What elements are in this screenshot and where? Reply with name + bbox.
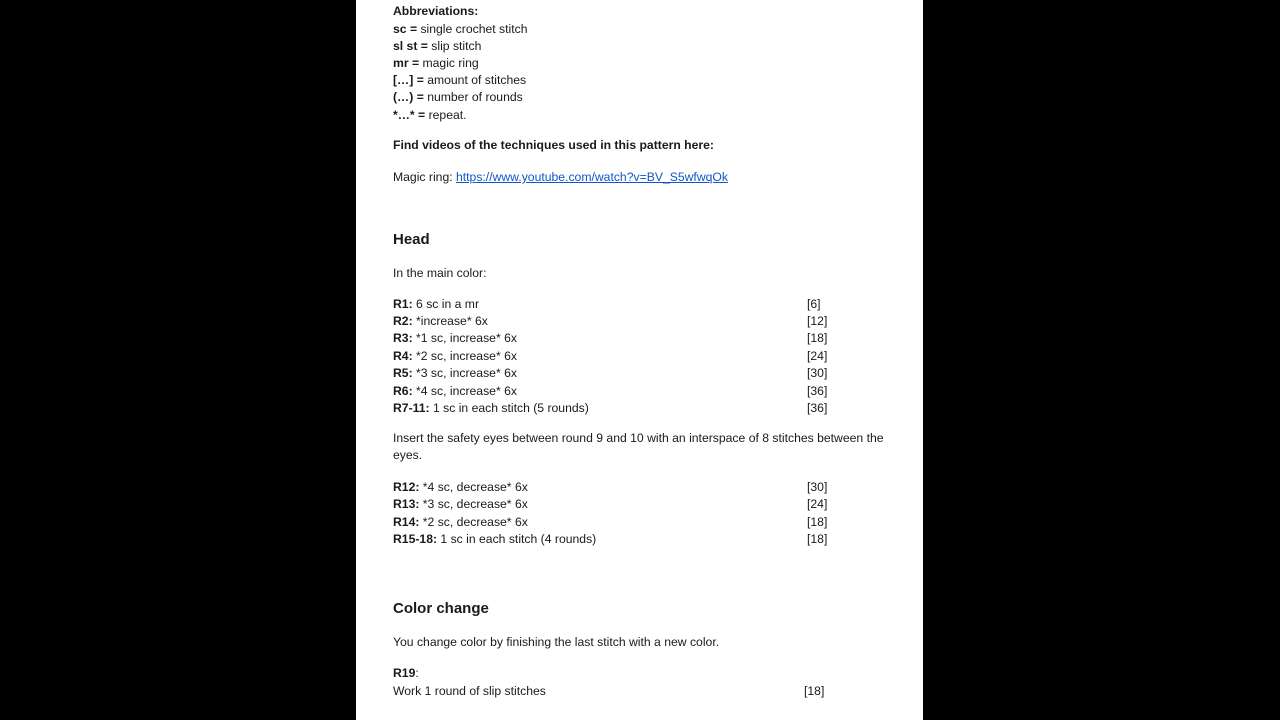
magic-ring-label: Magic ring: [393,170,456,184]
abbreviation-item: mr = magic ring [393,56,479,70]
stitch-count: [36] [807,401,828,415]
head-intro: In the main color: [393,266,487,280]
stitch-count: [12] [807,314,828,328]
color-change-intro: You change color by finishing the last stitch with a new color. [393,635,720,649]
round-label: R19: [393,666,419,680]
round-row: R13: *3 sc, decrease* 6x [393,497,528,511]
stitch-count: [6] [807,297,821,311]
abbreviation-item: (…) = number of rounds [393,90,523,104]
abbreviation-item: sc = single crochet stitch [393,22,528,36]
head-heading: Head [393,231,430,248]
videos-title: Find videos of the techniques used in this pattern here: [393,138,714,152]
round-row: R7-11: 1 sc in each stitch (5 rounds) [393,401,589,415]
document-page [356,0,923,720]
round-row: R5: *3 sc, increase* 6x [393,366,517,380]
stitch-count: [36] [807,384,828,398]
stitch-count: [24] [807,349,828,363]
color-change-heading: Color change [393,600,489,617]
round-row: R3: *1 sc, increase* 6x [393,331,517,345]
stitch-count: [24] [807,497,828,511]
abbreviation-item: […] = amount of stitches [393,73,527,87]
stitch-count: [30] [807,480,828,494]
round-row: R14: *2 sc, decrease* 6x [393,515,528,529]
stitch-count: [18] [807,532,828,546]
stitch-count: [18] [807,515,828,529]
stitch-count: [30] [807,366,828,380]
abbreviations-title: Abbreviations: [393,4,479,18]
round-row: Work 1 round of slip stitches [393,684,546,698]
magic-ring-video-line [393,169,728,185]
round-row: R2: *increase* 6x [393,314,488,328]
safety-eyes-note: Insert the safety eyes between round 9 and 10 with an interspace of 8 stitches between the eyes. [393,431,884,462]
magic-ring-video-link[interactable]: https://www.youtube.com/watch?v=BV_S5wfwqOk [456,170,728,184]
round-row: R1: 6 sc in a mr [393,297,480,311]
round-row: R15-18: 1 sc in each stitch (4 rounds) [393,532,597,546]
round-row: R12: *4 sc, decrease* 6x [393,480,528,494]
round-row: R4: *2 sc, increase* 6x [393,349,517,363]
abbreviation-item: sl st = slip stitch [393,39,482,53]
stitch-count: [18] [807,331,828,345]
round-row: R6: *4 sc, increase* 6x [393,384,517,398]
abbreviation-item: *…* = repeat. [393,108,467,122]
stitch-count: [18] [804,684,825,698]
